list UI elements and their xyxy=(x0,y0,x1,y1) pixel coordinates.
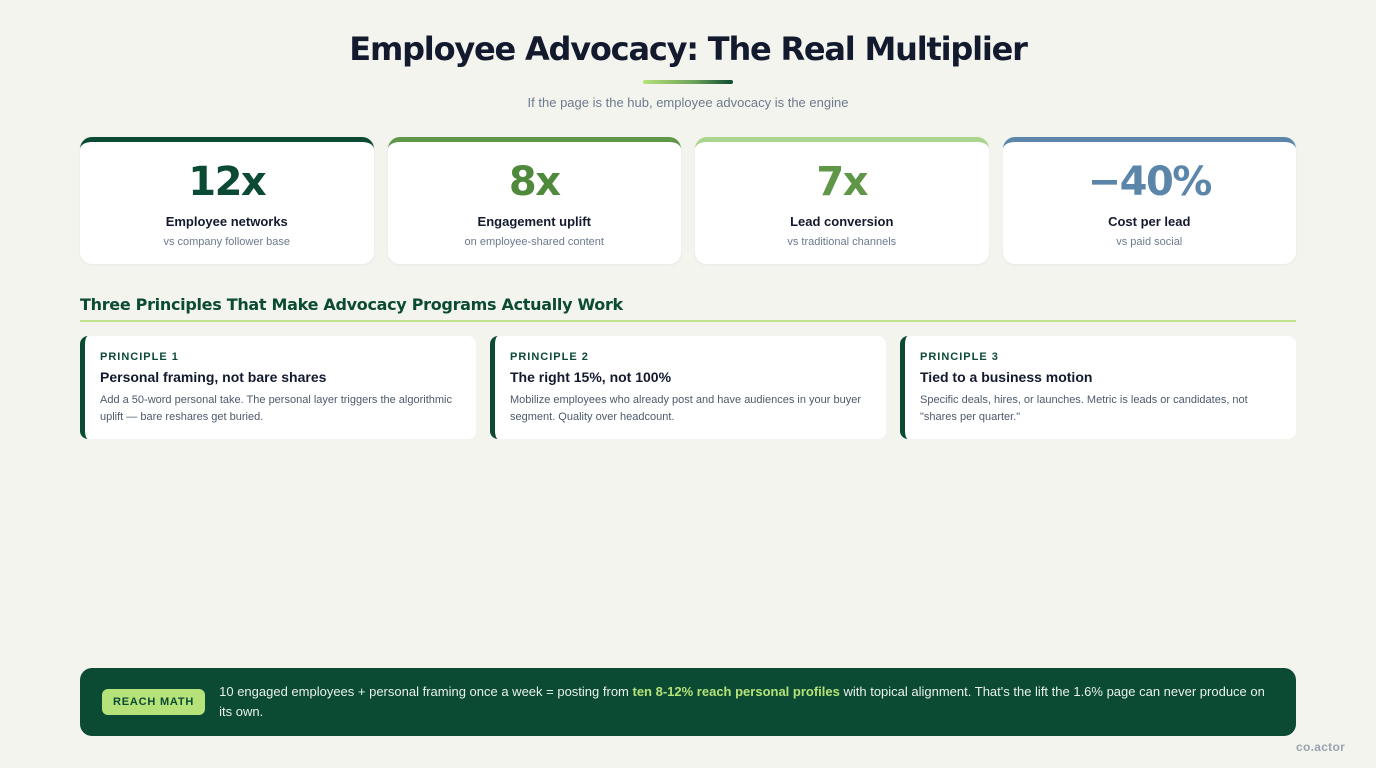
principles-row xyxy=(80,336,1296,439)
title-underline xyxy=(643,80,733,84)
reach-math-banner xyxy=(80,668,1296,736)
stat-value: −40% xyxy=(1087,159,1211,205)
stat-value: 12x xyxy=(188,159,266,205)
banner-text xyxy=(219,682,1274,722)
stat-card-lead-conversion xyxy=(695,137,989,264)
stat-label: Employee networks xyxy=(165,214,288,229)
banner-text-after: with topical alignment. That's the lift the 1.6% page can never produce on its own. xyxy=(219,684,1265,719)
stat-subtext: on employee-shared content xyxy=(464,236,604,248)
banner-highlight: ten 8-12% reach personal profiles xyxy=(632,684,840,699)
principle-kicker: PRINCIPLE 3 xyxy=(920,351,999,363)
stat-card-cost-per-lead xyxy=(1003,137,1297,264)
principle-title: The right 15%, not 100% xyxy=(510,369,672,385)
page-subtitle: If the page is the hub, employee advocacy is the engine xyxy=(527,95,849,110)
stat-subtext: vs company follower base xyxy=(163,236,291,248)
stat-label: Engagement uplift xyxy=(477,214,591,229)
banner-text-before: 10 engaged employees + personal framing once a week = posting from xyxy=(219,684,633,699)
stat-subtext: vs traditional channels xyxy=(787,236,897,248)
reach-math-badge: REACH MATH xyxy=(102,689,205,715)
stat-subtext: vs paid social xyxy=(1116,236,1183,248)
stat-value: 8x xyxy=(508,159,560,205)
stat-label: Lead conversion xyxy=(790,214,894,229)
section-title: Three Principles That Make Advocacy Programs Actually Work xyxy=(80,295,623,314)
principle-body: Add a 50-word personal take. The personal layer triggers the algorithmic uplift — bare reshares get buried. xyxy=(100,394,452,423)
section-divider xyxy=(80,320,1296,322)
brand-logo-text: co.actor xyxy=(1296,740,1346,754)
stat-card-engagement-uplift xyxy=(388,137,682,264)
page-title: Employee Advocacy: The Real Multiplier xyxy=(349,30,1027,68)
stats-row xyxy=(80,137,1296,264)
principle-kicker: PRINCIPLE 2 xyxy=(510,351,589,363)
header xyxy=(0,30,1376,110)
stat-card-employee-networks xyxy=(80,137,374,264)
principle-body: Specific deals, hires, or launches. Metric is leads or candidates, not "shares per quarter." xyxy=(920,394,1248,423)
principle-title: Tied to a business motion xyxy=(920,369,1093,385)
principle-card-2 xyxy=(490,336,886,439)
principle-title: Personal framing, not bare shares xyxy=(100,369,327,385)
principle-kicker: PRINCIPLE 1 xyxy=(100,351,179,363)
principle-card-1 xyxy=(80,336,476,439)
stat-label: Cost per lead xyxy=(1108,214,1191,229)
stat-value: 7x xyxy=(816,159,868,205)
principle-card-3 xyxy=(900,336,1296,439)
principle-body: Mobilize employees who already post and have audiences in your buyer segment. Quality over headcount. xyxy=(510,394,861,423)
